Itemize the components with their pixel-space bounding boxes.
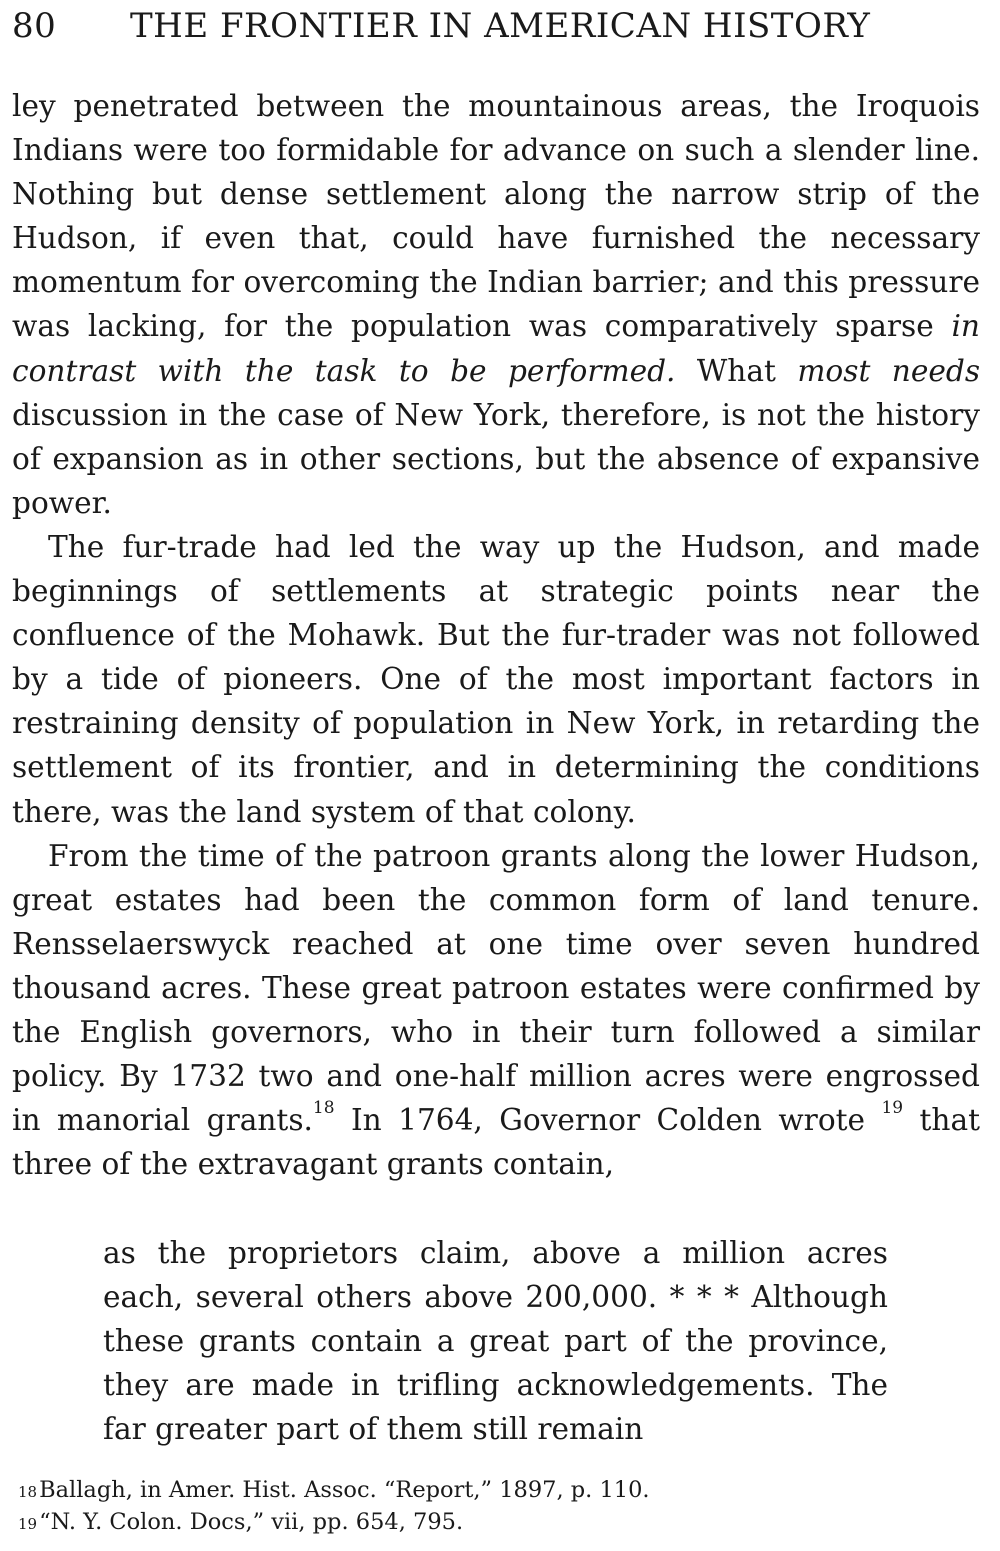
paragraph-3 xyxy=(12,834,980,1187)
paragraph-3-text-c: that three of the extravagant grants contain, xyxy=(12,1103,981,1182)
paragraph-1-text-c: discussion in the case of New York, therefore, is not the history of expansion as in other sections, but the absence of expansive power. xyxy=(12,397,980,520)
page-header xyxy=(12,2,972,50)
footnote-ref-18[interactable]: 18 xyxy=(312,1098,335,1119)
footnote-19 xyxy=(18,1506,898,1538)
paragraph-1-italic-a: in contrast with the task to be performed. xyxy=(12,309,980,388)
paragraph-1-text-b: What xyxy=(675,353,798,388)
footnote-18 xyxy=(18,1474,898,1506)
page-number: 80 xyxy=(12,6,57,46)
block-quote xyxy=(103,1231,888,1451)
paragraph-1-text-a: ley penetrated between the mountainous areas, the Iroquois Indians were too formidable for advance on such a slender line. Nothing but dense settlement along the narrow strip of the Hudson, if even that, could have furnished the necessary momentum for overcoming the Indian barrier; and this pressure was lacking, for the population was comparatively sparse xyxy=(12,89,980,344)
block-quote-text: as the proprietors claim, above a million acres each, several others above 200,000. * * * Although these grants contain a great part of the province, they are made in trifling acknowledgements. The far greater part of them still remain xyxy=(103,1236,888,1446)
paragraph-1-italic-b: most needs xyxy=(797,353,981,388)
footnote-19-number: 19 xyxy=(18,1515,38,1533)
paragraph-3-text-a: From the time of the patroon grants along the lower Hudson, great estates had been the common form of land tenure. Rensselaerswyck reached at one time over seven hundred thousand acres. These great patroon estates were confirmed by the English governors, who in their turn followed a similar policy. By 1732 two and one-half million acres were engrossed in manorial grants. xyxy=(12,838,980,1138)
body-text xyxy=(12,84,980,1186)
running-title: THE FRONTIER IN AMERICAN HISTORY xyxy=(130,6,871,46)
footnotes xyxy=(18,1474,898,1538)
paragraph-1 xyxy=(12,84,980,525)
footnote-18-number: 18 xyxy=(18,1483,38,1501)
paragraph-3-text-b: In 1764, Governor Colden wrote xyxy=(334,1103,882,1138)
footnote-18-text: Ballagh, in Amer. Hist. Assoc. “Report,” 1897, p. 110. xyxy=(39,1477,650,1503)
paragraph-2: The fur-trade had led the way up the Hudson, and made beginnings of settlements at strategic points near the confluence of the Mohawk. But the fur-trader was not followed by a tide of pioneers. One of the most important factors in restraining density of population in New York, in retarding the settlement of its frontier, and in determining the conditions there, was the land system of that colony. xyxy=(12,529,980,829)
footnote-19-text: “N. Y. Colon. Docs,” vii, pp. 654, 795. xyxy=(39,1509,464,1535)
footnote-ref-19[interactable]: 19 xyxy=(881,1098,904,1119)
